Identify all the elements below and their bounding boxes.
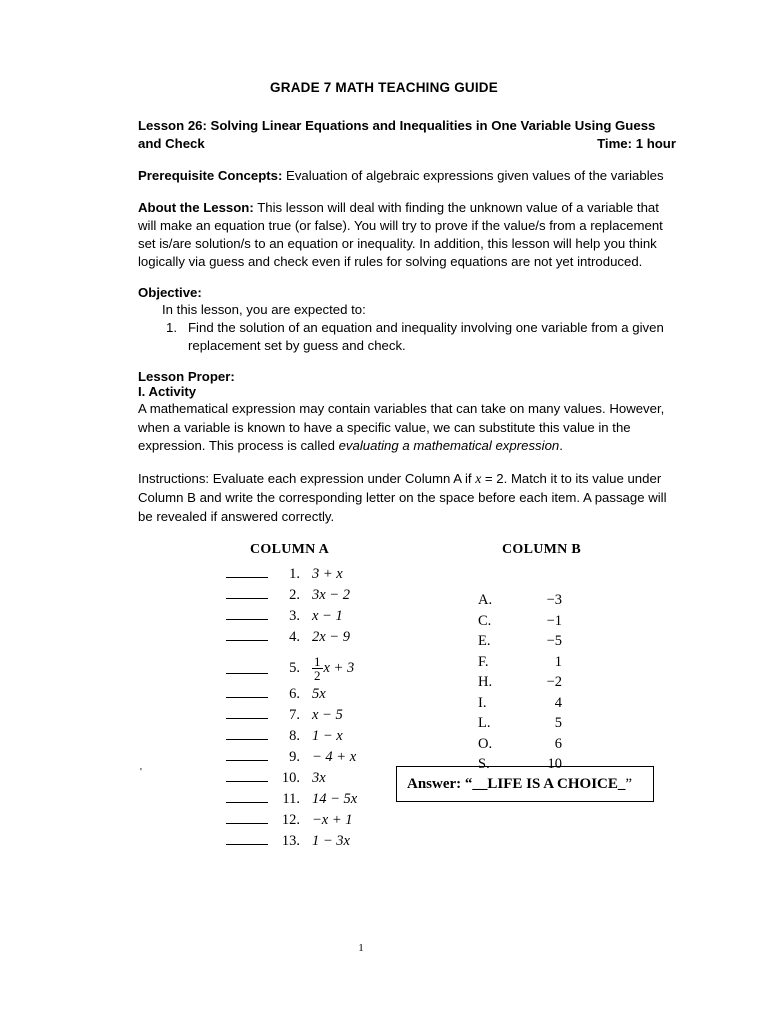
- column-a-item: [226, 608, 357, 629]
- choice-letter: A.: [478, 592, 493, 609]
- choice-letter: I.: [478, 694, 487, 711]
- item-expression: − 4 + x: [312, 749, 357, 766]
- choice-letter: H.: [478, 674, 493, 691]
- item-number: 4.: [289, 629, 300, 646]
- column-a-item: [226, 833, 357, 854]
- item-expression: 5x: [312, 686, 326, 703]
- prerequisite-concepts: [138, 167, 676, 185]
- item-number: 2.: [289, 587, 300, 604]
- answer-label: Answer: “: [407, 775, 473, 792]
- item-number: 5.: [289, 659, 300, 676]
- item-number: 8.: [289, 728, 300, 745]
- answer-blank[interactable]: [226, 587, 268, 599]
- choice-value: 4: [554, 694, 562, 711]
- column-a-item: [226, 707, 357, 728]
- objective-subtext: In this lesson, you are expected to:: [162, 301, 366, 317]
- column-a-header: COLUMN A: [250, 542, 330, 558]
- objective-item-text: Find the solution of an equation and inequality involving one variable from a given replacement set by guess and check.: [188, 319, 664, 353]
- column-b-item: [478, 715, 562, 736]
- item-expression: −x + 1: [312, 812, 353, 829]
- item-expression: 14 − 5x: [312, 791, 358, 808]
- answer-blank[interactable]: [226, 728, 268, 740]
- item-expression: 2x − 9: [312, 629, 350, 646]
- instructions-part1: Instructions: Evaluate each expression under Column A if: [138, 471, 476, 487]
- choice-value: −5: [546, 633, 562, 650]
- answer-blank[interactable]: [226, 662, 268, 674]
- item-expression: 1 − 3x: [312, 833, 350, 850]
- choice-value: 6: [554, 735, 562, 752]
- answer-blank[interactable]: [226, 686, 268, 698]
- choice-value: 10: [547, 756, 562, 773]
- answer-blank[interactable]: [226, 707, 268, 719]
- column-a-item: [226, 770, 357, 791]
- fraction-numerator: 1: [314, 653, 321, 669]
- objective-heading: Objective:: [138, 284, 202, 300]
- item-number: 9.: [289, 749, 300, 766]
- choice-letter: L.: [478, 715, 491, 732]
- choice-value: −3: [546, 592, 562, 609]
- column-a-item: [226, 650, 357, 686]
- item-number: 12.: [281, 812, 300, 829]
- activity-paragraph-italic: evaluating a mathematical expression: [338, 438, 560, 454]
- column-b-item: [478, 613, 562, 634]
- answer-blank[interactable]: [226, 833, 268, 845]
- column-a-item: [226, 629, 357, 650]
- activity-paragraph-part2: .: [559, 438, 563, 454]
- column-a-item: [226, 791, 357, 812]
- answer-blank[interactable]: [226, 629, 268, 641]
- answer-blank[interactable]: [226, 791, 268, 803]
- fraction-denominator: 2: [314, 667, 321, 683]
- activity-paragraph: [138, 400, 676, 456]
- column-b-item: [478, 592, 562, 613]
- item-number: 3.: [289, 608, 300, 625]
- lesson-heading: [138, 117, 676, 153]
- choice-value: −2: [546, 674, 562, 691]
- item-number: 7.: [289, 707, 300, 724]
- answer-blank[interactable]: [226, 608, 268, 620]
- objective-item-number: 1.: [166, 319, 177, 335]
- choice-letter: F.: [478, 653, 489, 670]
- column-a-item: [226, 728, 357, 749]
- column-b-header: COLUMN B: [502, 542, 582, 558]
- prerequisite-text: Evaluation of algebraic expressions given values of the variables: [282, 168, 664, 184]
- column-a-item: [226, 686, 357, 707]
- page-number: 1: [358, 942, 364, 954]
- matching-activity: [138, 542, 676, 850]
- item-expression: 1 − x: [312, 728, 343, 745]
- column-a-list: [226, 566, 357, 854]
- column-b-item: [478, 654, 562, 675]
- column-b-item: [478, 674, 562, 695]
- answer-value: __LIFE IS A CHOICE_: [472, 775, 626, 792]
- column-a-item: [226, 749, 357, 770]
- item-number: 10.: [281, 770, 300, 787]
- column-a-item: [226, 566, 357, 587]
- answer-closing-quote: ”: [625, 775, 633, 792]
- item-expression: 3x − 2: [312, 587, 350, 604]
- stray-mark: ': [140, 767, 142, 779]
- instructions-variable: x: [475, 471, 482, 487]
- answer-blank[interactable]: [226, 749, 268, 761]
- about-the-lesson: [138, 199, 676, 272]
- item-expression: 3 + x: [312, 566, 343, 583]
- choice-letter: E.: [478, 633, 491, 650]
- fraction-one-half: [312, 655, 323, 683]
- choice-value: −1: [546, 612, 562, 629]
- item-expression: 3x: [312, 770, 326, 787]
- instructions-part2: = 2. Match it to its value under Column B and write the corresponding letter on the space before each item. A passage will be revealed if answered correctly.: [138, 471, 667, 524]
- column-a-item: [226, 587, 357, 608]
- answer-blank[interactable]: [226, 812, 268, 824]
- item-number: 11.: [282, 791, 300, 808]
- about-label: About the Lesson:: [138, 199, 254, 215]
- item-expression: x + 3: [323, 659, 355, 676]
- choice-letter: S.: [478, 756, 490, 773]
- item-number: 13.: [281, 833, 300, 850]
- instructions-paragraph: [138, 469, 676, 526]
- about-text: This lesson will deal with finding the unknown value of a variable that will make an equation true (or false). You will try to prove if the value/s from a replacement set is/are solution/s to an equation or inequality. In addition, this lesson will help you think logically via guess and check even if rules for solving equations are not yet introduced.: [138, 199, 663, 270]
- activity-heading: I. Activity: [138, 383, 197, 399]
- column-b-list: [478, 592, 562, 777]
- page-title: GRADE 7 MATH TEACHING GUIDE: [270, 80, 498, 95]
- choice-value: 1: [554, 653, 562, 670]
- item-expression: x − 5: [312, 707, 343, 724]
- answer-blank[interactable]: [226, 770, 268, 782]
- column-b-item: [478, 695, 562, 716]
- choice-letter: O.: [478, 735, 493, 752]
- item-number: 1.: [289, 566, 300, 583]
- time-label: Time: 1 hour: [597, 136, 676, 152]
- activity-paragraph-part1: A mathematical expression may contain variables that can take on many values. However, when a variable is known to have a specific value, we can substitute this value in the expression. This process is called: [138, 400, 665, 454]
- choice-letter: C.: [478, 612, 492, 629]
- item-expression: x − 1: [312, 608, 343, 625]
- answer-blank[interactable]: [226, 566, 268, 578]
- prerequisite-label: Prerequisite Concepts:: [138, 168, 283, 184]
- item-number: 6.: [289, 686, 300, 703]
- answer-box: [396, 766, 654, 802]
- lesson-heading-text: Lesson 26: Solving Linear Equations and Inequalities in One Variable Using Guess and Check: [138, 118, 656, 152]
- column-b-item: [478, 736, 562, 757]
- lesson-proper-heading: Lesson Proper:: [138, 368, 235, 384]
- column-b-item: [478, 633, 562, 654]
- objective-list-item: [166, 319, 676, 355]
- column-a-item: [226, 812, 357, 833]
- choice-value: 5: [554, 715, 562, 732]
